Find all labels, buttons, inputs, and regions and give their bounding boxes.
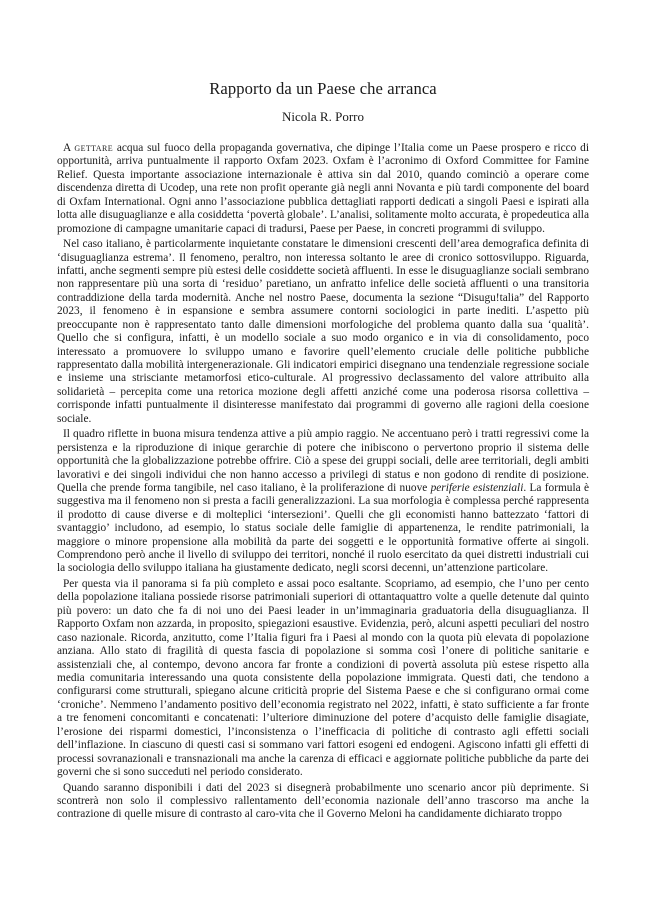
text-run: Il quadro riflette in buona misura tendenza attive a più ampio raggio. Ne accentuano però i tratti regressivi come la persistenza e la riproduzione di inique gerarchie di potere che inibiscono o pervertono proprio il sistema delle opportunità che la globalizzazione potrebbe offrire. Ciò a spese dei gruppi sociali, delle aree territoriali, degli ambiti lavorativi e dei singoli individui che non hanno accesso a privilegi di status e non godono di rendite di posizione. Quella che prende forma tangibile, nel caso italiano, è la proliferazione di nuove: [57, 428, 589, 494]
text-run: Quando saranno disponibili i dati del 2023 si disegnerà probabilmente uno scenario ancor più deprimente. Si scontrerà non solo il complessivo rallentamento dell’economia nazionale dell’anno trascorso ma anche la contrazione di quelle misure di contrasto al caro-vita che il Governo Meloni ha candidamente dichiarato troppo: [57, 781, 589, 821]
paragraph: [57, 782, 589, 822]
paragraph: [57, 428, 589, 576]
text-run: . La formula è suggestiva ma il fenomeno non si presta a facili generalizzazioni. La sua morfologia è complessa perché rappresenta il prodotto di cause diverse e di molteplici ‘intersezioni’. Quelli che gli economisti hanno battezzato ‘fattori di svantaggio’ includono, ad esempio, lo status sociale delle famiglie di appartenenza, le rendite patrimoniali, la maggiore o minore propensione alla mobilità da parte dei soggetti e le opportunità formative offerte ai singoli. Comprendono però anche il livello di sviluppo dei territori, nonché il ruolo esercitato da quei distretti industriali cui la sociologia dello sviluppo italiana ha giustamente dedicato, negli scorsi decenni, un’attenzione particolare.: [57, 481, 589, 575]
paragraph: [57, 238, 589, 426]
text-run: Per questa via il panorama si fa più completo e assai poco esaltante. Scopriamo, ad esempio, che l’uno per cento della popolazione italiana possiede risorse patrimoniali superiori di ottantaquattro volte a quelle detenute dal quinto più povero: un dato che fa di noi uno dei Paesi leader in un’immaginaria graduatoria della disuguaglianza. Il Rapporto Oxfam non azzarda, in proposito, spiegazioni esaustive. Evidenzia, però, alcuni aspetti peculiari del nostro caso nazionale. Ricorda, anzitutto, come l’Italia figuri fra i Paesi al mondo con la quota più elevata di popolazione anziana. Allo stato di fragilità di questa fascia di popolazione si somma così l’onere di politiche sanitarie e assistenziali che, al contempo, devono ancora far fronte a condizioni di povertà assoluta più estese rispetto alla media comunitaria interessando una quota consistente della popolazione immigrata. Questi dati, che tendono a configurarsi come strutturali, spiegano alcune criticità proprie del Sistema Paese e che si configurano ormai come ‘croniche’. Nemmeno l’andamento positivo dell’economia registrato nel 2022, infatti, è stato sufficiente a far fronte a tre fenomeni concomitanti e concatenati: l’ulteriore diminuzione del potere d’acquisto delle famiglie disagiate, l’erosione dei risparmi domestici, l’inconsistenza o l’inefficacia di politiche di contrasto agli effetti sociali dell’inflazione. In ciascuno di questi casi si sommano vari fattori esogeni ed endogeni. Agiscono infatti gli effetti di processi sovranazionali e transnazionali ma anche la carenza di efficaci e aggiornate politiche pubbliche da parte dei governi che si sono succeduti nel periodo considerato.: [57, 578, 589, 778]
text-run: acqua sul fuoco della propaganda governativa, che dipinge l’Italia come un Paese prospero e ricco di opportunità, arriva puntualmente il rapporto Oxfam 2023. Oxfam è l’acronimo di Oxford Committee for Famine Relief. Questa importante associazione internazionale è attiva sin dal 2010, quando cominciò a operare come discendenza diretta di Ucodep, una rete non profit operante già negli anni Novanta e più tardi componente del board di Oxfam International. Ogni anno l’associazione pubblica dettagliati rapporti dedicati a singoli Paesi e ispirati alla lotta alle disuguaglianze e alla cosiddetta ‘povertà globale’. L’analisi, solitamente molto accurata, è propedeutica alla promozione di campagne umanitarie capaci di tradursi, Paese per Paese, in concreti programmi di sviluppo.: [57, 142, 589, 235]
article-author: Nicola R. Porro: [282, 109, 364, 124]
paragraph: [57, 142, 589, 236]
text-run: Nel caso italiano, è particolarmente inquietante constatare le dimensioni crescenti dell’area demografica definita di ‘disuguaglianza estrema’. Il fenomeno, peraltro, non interessa soltanto le aree di cronico sottosviluppo. Riguarda, infatti, anche segmenti sempre più estesi delle cosiddette società affluenti. In esse le disuguaglianze sociali sembrano non rappresentare più una sorta di ‘residuo’ paretiano, un anfratto infelice delle società affluenti o una transitoria contraddizione della tarda modernità. Anche nel nostro Paese, documenta la sezione “Disugu!talia” del Rapporto 2023, il fenomeno è in espansione e sembra assumere contorni sociologici in parte inediti. L’aspetto più preoccupante non è rappresentato tanto dalle dimensioni morfologiche del problema quanto dalla sua ‘qualità’. Quello che si configura, infatti, è un modello sociale a suo modo organico e in via di consolidamento, poco interessato a promuovere lo sviluppo umano e favorire quell’elemento cruciale delle politiche pubbliche rappresentato dalla mobilità intergenerazionale. Gli indicatori empirici disegnano una tendenziale regressione sociale e insieme una strisciante metamorfosi etico-culturale. Al progressivo declassamento del valore attribuito alla solidarietà – percepita come una retorica mozione degli affetti anziché come una poderosa risorsa collettiva – corrisponde infatti puntualmente il disinteresse manifestato dai programmi di governo alle ragioni della coesione sociale.: [57, 238, 589, 425]
emphasis-text: periferie esistenziali: [430, 481, 524, 494]
paragraph: [57, 578, 589, 779]
emphasis-text: gettare: [74, 142, 113, 154]
article-title: Rapporto da un Paese che arranca: [209, 79, 437, 98]
document-page: [57, 0, 589, 824]
text-run: A: [63, 142, 75, 154]
article-body: [57, 142, 589, 822]
